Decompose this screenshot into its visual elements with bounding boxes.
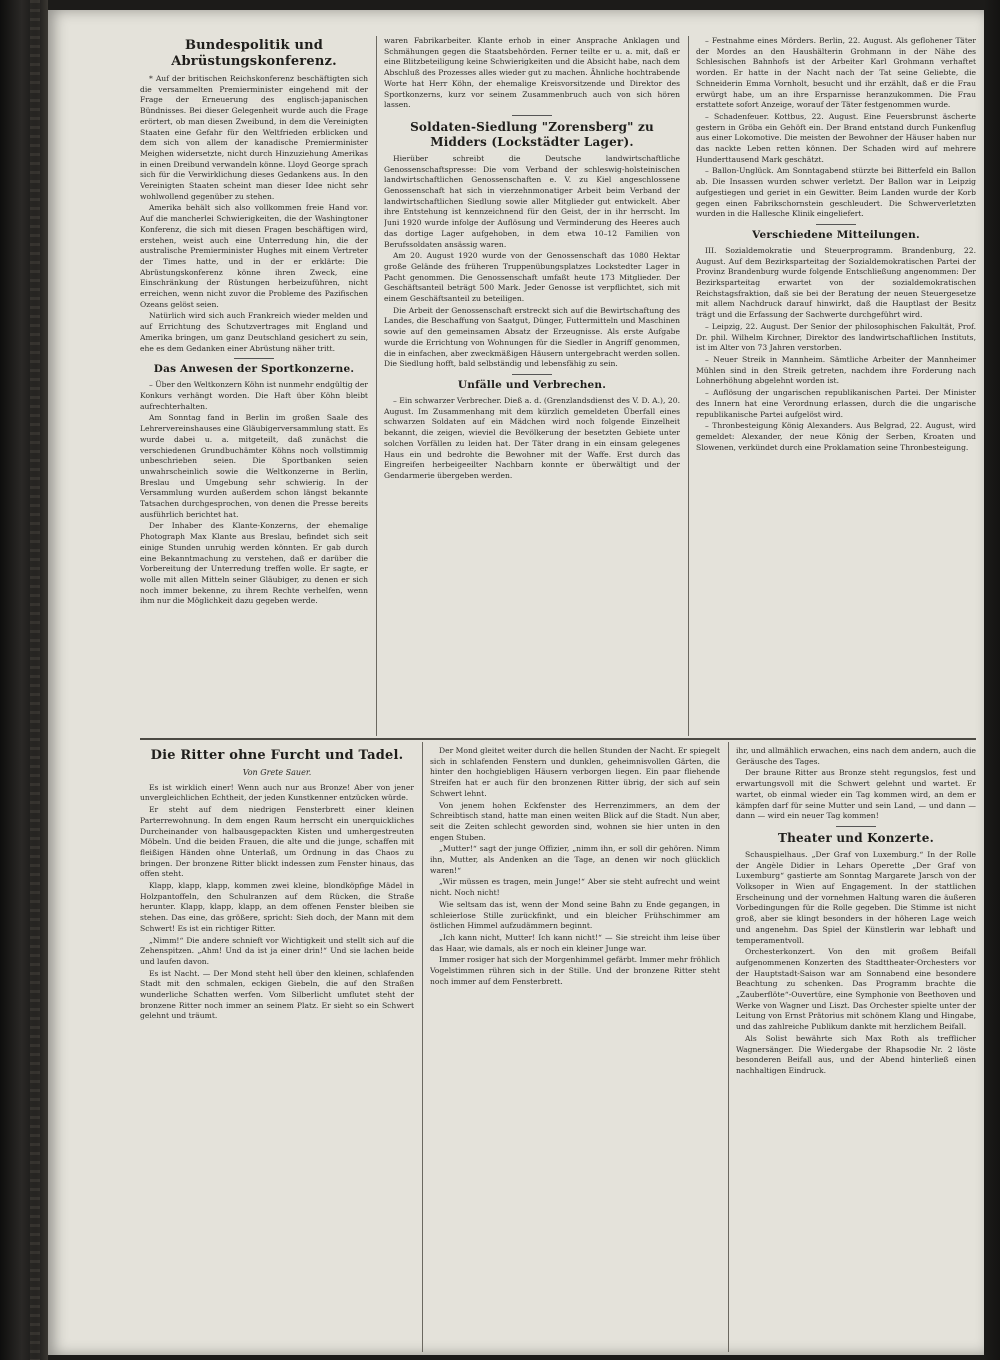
paragraph: „Mutter!“ sagt der junge Offizier, „nimm ihn, er soll dir gehören. Nimm ihn, Mutter, als Andenken an die Tage, an denen wir noch glücklich waren!“ — [430, 844, 720, 875]
article-heading: Theater und Konzerte. — [778, 830, 934, 845]
column-rule — [422, 742, 423, 1352]
article-separator — [234, 358, 274, 359]
feuilleton-column-1 — [140, 746, 414, 1346]
feuilleton-column-2 — [430, 746, 720, 1346]
article-heading: Das Anwesen der Sportkonzerne. — [153, 363, 355, 376]
paragraph: waren Fabrikarbeiter. Klante erhob in einer Ansprache Anklagen und Schmähungen gegen die Staatsbehörden. Ferner teilte er u. a. mit, daß er eine Blitzbeteiligung keine Schwierigkeiten und die Absicht habe, nach dem Abschluß des Prozesses alles wieder gut zu machen. Ähnliche hochtrabende Worte hat Herr Köhn, der ehemalige Kreisvorsitzende und Direktor des Sportkonzerns, kurz vor seinem Zusammenbruch auch von sich hören lassen. — [384, 36, 680, 110]
feuilleton-heading: Die Ritter ohne Furcht und Tadel. — [150, 748, 404, 763]
paragraph: Wie seltsam das ist, wenn der Mond seine Bahn zu Ende gegangen, in schleierlose Stille zurückfinkt, und ein bleicher Frühschimmer am östlichen Himmel aufzudämmern beginnt. — [430, 899, 720, 931]
page-edge-shadow — [984, 0, 1000, 1360]
paragraph: Der braune Ritter aus Bronze steht regungslos, fest und erwartungsvoll mit die Schwert gelehnt und wartet. Er wartet, ob einmal wieder ein Tag kommen wird, an dem er kämpfen darf für seine Mutter und sein Land, — und dann — dann — wird ein neuer Tag kommen! — [736, 768, 976, 821]
paragraph: Immer rosiger hat sich der Morgenhimmel gefärbt. Immer mehr fröhlich Vogelstimmen rühren sich in der Stille. Und der bronzene Ritter steht noch immer auf dem Fensterbrett. — [430, 955, 720, 986]
paragraph: Amerika behält sich also vollkommen freie Hand vor. Auf die mancherlei Schwierigkeiten, die der Washingtoner Konferenz, die sich mit diesen Fragen beschäftigen wird, erstehen, weist auch eine Unterredung hin, die der australische Premierminister Hughes mit einem Vertreter der Times hatte, und in der er erklärte: Die Abrüstungskonferenz könne ihren Zweck, eine Einschränkung der Rüstungen herbeizuführen, nicht erreichen, wenn nicht zuvor die Probleme des Pazifischen Ozeans gelöst seien. — [140, 203, 368, 309]
article-column-2 — [384, 36, 680, 734]
paragraph: Am 20. August 1920 wurde von der Genossenschaft das 1080 Hektar große Gelände des früheren Truppenübungsplatzes Lockstedter Lager in Pacht genommen. Die Genossenschaft umfaßt heute 173 Mitglieder. Der Geschäftsanteil beträgt 500 Mark. Jeder Genosse ist verpflichtet, sich mit einem Geschäftsanteil zu beteiligen. — [384, 251, 680, 304]
article-column-1 — [140, 36, 368, 734]
paragraph: „Ich kann nicht, Mutter! Ich kann nicht!“ — Sie streicht ihm leise über das Haar, wie damals, als er noch ein kleiner Junge war. — [430, 932, 720, 953]
paragraph: Der Inhaber des Klante-Konzerns, der ehemalige Photograph Max Klante aus Breslau, befindet sich seit einige Stunden unruhig werden könnten. Er gab durch eine Bekanntmachung zu verstehen, daß er darüber die Vorbereitung der Unterredung treffen wolle. Er sagte, er wolle mit allen Mitteln seiner Gläubiger, zu denen er sich noch immer bekenne, zu ihrem Rechte verhelfen, wenn ihm nur die Möglichkeit dazu gegeben werde. — [140, 521, 368, 606]
paragraph: Von jenem hohen Eckfenster des Herrenzimmers, an dem der Schreibtisch stand, hatte man einen weiten Blick auf die Stadt. Nun aber, seit die Zeiten schlecht geworden sind, wohnen sie hier unten in den engen Stuben. — [430, 800, 720, 842]
paragraph: – Thronbesteigung König Alexanders. Aus Belgrad, 22. August, wird gemeldet: Alexander, der neue König der Serben, Kroaten und Slowenen, verkündet durch eine Proklamation seine Thronbesteigung. — [696, 421, 976, 452]
paragraph: Natürlich wird sich auch Frankreich wieder melden und auf Errichtung des Schutzvertrages mit England und Amerika bringen, um ganz Deutschland gesichert zu sein, ehe es dem Gedanken einer Abrüstung näher tritt. — [140, 311, 368, 353]
paragraph: Hierüber schreibt die Deutsche landwirtschaftliche Genossenschaftspresse: Die vom Verband der schleswig-holsteinischen landwirtschaftlichen Genossenschaften e. V. zu Kiel angeschlossene Genossenschaft hat sich in vierzehnmonatiger Arbeit beim Verband der landwirtschaftlichen Siedlung sowie aller Mitglieder gut entwickelt. Aber ihre Entstehung ist kennzeichnend für den Geist, der in ihr herrscht. Im Juni 1920 wurde infolge der Auflösung und Verminderung des Heeres auch das dortige Lager aufgehoben, in dem etwa 10–12 Familien von Berufssoldaten ansässig waren. — [384, 153, 680, 249]
paragraph: III. Sozialdemokratie und Steuerprogramm. Brandenburg, 22. August. Auf dem Bezirksparteitag der Sozialdemokratischen Partei der Provinz Brandenburg wurde folgende Entschließung angenommen: Der Bezirksparteitag erwartet von der sozialdemokratischen Reichstagsfraktion, daß sie bei der Beratung der neuen Steuergesetze mit allem Nachdruck darauf hinwirkt, daß die Hauptlast der Besitz trägt und die Erfassung der Sachwerte durchgeführt wird. — [696, 245, 976, 320]
binding-stitching — [30, 0, 40, 1360]
paragraph: Am Sonntag fand in Berlin im großen Saale des Lehrervereinshauses eine Gläubigerversammlung statt. Es wurde dabei u. a. mitgeteilt, daß zunächst die verschiedenen Grundbuchämter Köhns noch vollstimmig unbeschrieben seien. Die Sportbanken seien unwahrscheinlich sowie die Weltkonzerne in Berlin, Breslau und Umgebung sehr schwierig. In der Versammlung wurden außerdem schon längst bekannte Tatsachen durchgesprochen, von denen die Presse bereits ausführlich berichtet hat. — [140, 413, 368, 519]
article-separator — [512, 374, 552, 375]
paragraph: – Neuer Streik in Mannheim. Sämtliche Arbeiter der Mannheimer Mühlen sind in den Streik getreten, nachdem ihre Forderung nach Lohnerhöhung abgelehnt worden ist. — [696, 354, 976, 386]
paragraph: – Ein schwarzer Verbrecher. Dieß a. d. (Grenzlandsdienst des V. D. A.), 20. August. Im Zusammenhang mit dem kürzlich gemeldeten Überfall eines schwarzen Soldaten auf ein Mädchen wird noch folgende Einzelheit bekannt, die zeigen, wieviel die Bevölkerung der besetzten Gebiete unter solchen Vorfällen zu leiden hat. Der Täter drang in ein einsam gelegenes Haus ein und bedrohte die Bewohner mit der Waffe. Erst durch das Eingreifen herbeigeeilter Nachbarn konnte er überwältigt und der Gendarmerie übergeben werden. — [384, 395, 680, 480]
article-heading: Soldaten-Siedlung "Zorensberg" zu Midders (Lockstädter Lager). — [410, 119, 654, 149]
book-binding-edge — [0, 0, 48, 1360]
column-rule — [376, 36, 377, 736]
paragraph: „Nimm!“ Die andere schnieft vor Wichtigkeit und stellt sich auf die Zehenspitzen. „Ahm! Und da ist ja einer drin!“ Und sie lachen beide und laufen davon. — [140, 935, 414, 966]
paragraph: Der Mond gleitet weiter durch die hellen Stunden der Nacht. Er spiegelt sich in schlafenden Fenstern und dunklen, geheimnisvollen Gärten, die hinter den hochgiebligen Häusern verborgen liegen. Ein paar fliehende Streifen hat er auch für den bronzenen Ritter übrig, der sich auf sein Schwert lehnt. — [430, 746, 720, 798]
paragraph: – Ballon-Unglück. Am Sonntagabend stürzte bei Bitterfeld ein Ballon ab. Die Insassen wurden schwer verletzt. Der Ballon war in Leipzig aufgestiegen und geriet in ein Gewitter. Beim Landen wurde der Korb gegen einen Fabrikschornstein geschleudert. Die Schwerverletzten wurden in die Hallesche Klinik eingeliefert. — [696, 166, 976, 219]
paragraph: Er steht auf dem niedrigen Fensterbrett einer kleinen Parterrewohnung. In dem engen Raum herrscht ein unerquickliches Durcheinander von halbausgepackten Kisten und umhergestreuten Möbeln. Und die beiden Frauen, die alte und die junge, schaffen mit fleißigen Händen ohne Unterlaß, um Ordnung in das Chaos zu bringen. Der bronzene Ritter blickt indessen zum Fenster hinaus, das offen steht. — [140, 805, 414, 879]
article-heading: Verschiedene Mitteilungen. — [752, 228, 920, 241]
paragraph: Die Arbeit der Genossenschaft erstreckt sich auf die Bewirtschaftung des Landes, die Beschaffung von Saatgut, Dünger, Futtermitteln und Maschinen sowie auf den gemeinsamen Absatz der Erzeugnisse. Als erste Aufgabe wurde die Errichtung von Wohnungen für die Siedler in Angriff genommen, die in einfachen, aber zweckmäßigen Häusern untergebracht werden sollen. Die Siedlung hofft, bald selbständig und lebensfähig zu sein. — [384, 305, 680, 369]
paragraph: Orchesterkonzert. Von den mit großem Beifall aufgenommenen Konzerten des Stadttheater-Orchesters vor der Hauptstadt-Saison war am Sonnabend eine besondere Beachtung zu schenken. Das Programm brachte die „Zauberflöte“-Ouvertüre, eine Symphonie von Beethoven und Werke von Wagner und Liszt. Das Orchester spielte unter der Leitung von Ernst Prätorius mit schönem Klang und Hingabe, und das zahlreiche Publikum dankte mit herzlichem Beifall. — [736, 947, 976, 1032]
paragraph: – Über den Weltkonzern Köhn ist nunmehr endgültig der Konkurs verhängt worden. Die Haft über Köhn bleibt aufrechterhalten. — [140, 380, 368, 411]
paragraph: Es ist wirklich einer! Wenn auch nur aus Bronze! Aber von jener unvergleichlichen Echtheit, der jeden Kunstkenner entzücken würde. — [140, 782, 414, 803]
paragraph: – Festnahme eines Mörders. Berlin, 22. August. Als geflohener Täter der Mordes an den Haushälterin Grohmann in der Nähe des Schlesischen Bahnhofs ist der Arbeiter Karl Grohmann verhaftet worden. Er hatte in der Nacht nach der Tat seine Geliebte, die Schneiderin Emma Vornholt, besucht und ihr erzählt, daß er die Frau erwürgt habe, um an ihre Ersparnisse heranzukommen. Die Frau erstattete sofort Anzeige, worauf der Täter festgenommen wurde. — [696, 36, 976, 110]
feuilleton-column-3 — [736, 746, 976, 1346]
column-rule — [688, 36, 689, 736]
paragraph: Es ist Nacht. — Der Mond steht hell über den kleinen, schlafenden Stadt mit den schmalen, eckigen Giebeln, die auf den Straßen wunderliche Schatten werfen. Vom Silberlicht umflutet steht der bronzene Ritter noch immer an seinem Platz. Er sieht so ein Schwert gelehnt und träumt. — [140, 968, 414, 1021]
article-separator — [836, 826, 876, 827]
article-separator — [816, 224, 856, 225]
paragraph: – Leipzig, 22. August. Der Senior der philosophischen Fakultät, Prof. Dr. phil. Wilhelm Kirchner, Direktor des landwirtschaftlichen Instituts, ist im Alter von 73 Jahren verstorben. — [696, 321, 976, 353]
article-heading: Unfälle und Verbrechen. — [457, 378, 607, 391]
paragraph: „Wir müssen es tragen, mein Junge!“ Aber sie steht aufrecht und weint nicht. Noch nicht! — [430, 877, 720, 898]
article-separator — [512, 115, 552, 116]
paragraph: * Auf der britischen Reichskonferenz beschäftigten sich die versammelten Premierminister eingehend mit der Frage der Erneuerung des englisch-japanischen Bündnisses. Bei dieser Gelegenheit wurde auch die Frage erörtert, ob man diesen Zweibund, in dem die Vereinigten Staaten eine Gefahr für den Weltfrieden erblicken und dem sich von allem der kanadische Premierminister Meighen widersetzte, nicht durch Hinzuziehung Amerikas in einen Dreibund verwandeln könne. Lloyd George sprach sich für die Verwirklichung dieses Gedankens aus. In den Vereinigten Staaten scheint man dieser Idee nicht sehr wohlwollend gegenüber zu stehen. — [140, 74, 368, 201]
article-heading: Bundespolitik und Abrüstungskonferenz. — [171, 38, 337, 69]
column-rule — [728, 742, 729, 1352]
newspaper-page — [48, 10, 984, 1355]
article-column-3 — [696, 36, 976, 734]
feuilleton-author: Von Grete Sauer. — [242, 768, 312, 777]
paragraph: Schauspielhaus. „Der Graf von Luxemburg.“ In der Rolle der Angèle Didier in Lehars Operette „Der Graf von Luxemburg“ gastierte am Sonntag Margarete Jarsch von der Volksoper in Wien auf Engagement. In der stattlichen Erscheinung und der vornehmen Haltung waren die äußeren Vorbedingungen für die Rolle gegeben. Die Stimme ist nicht groß, aber sie klingt besonders in der höheren Lage weich und angenehm. Das Spiel der Künstlerin war lebhaft und temperamentvoll. — [736, 849, 976, 945]
paragraph: Klapp, klapp, klapp, kommen zwei kleine, blondköpfige Mädel in Holzpantoffeln, den Schulranzen auf dem Rücken, die Straße herunter. Klapp, klapp, klapp, an dem offenen Fenster bleiben sie stehen. Das eine, das größere, spricht: Sieh doch, der Mann mit dem Schwert! Es ist ein richtiger Ritter. — [140, 881, 414, 933]
paragraph: – Schadenfeuer. Kottbus, 22. August. Eine Feuersbrunst äscherte gestern in Gröba ein Gehöft ein. Der Brand entstand durch Funkenflug aus einer Lokomotive. Die meisten der Bewohner der Häuser haben nur das nackte Leben retten können. Der Schaden wird auf mehrere Hunderttausend Mark geschätzt. — [696, 111, 976, 164]
paragraph: ihr, und allmählich erwachen, eins nach dem andern, auch die Geräusche des Tages. — [736, 746, 976, 766]
section-divider — [140, 738, 976, 740]
paragraph: – Auflösung der ungarischen republikanischen Partei. Der Minister des Innern hat eine Verordnung erlassen, durch die die ungarische republikanische Partei aufgelöst wird. — [696, 388, 976, 419]
paragraph: Als Solist bewährte sich Max Roth als trefflicher Wagnersänger. Die Wiedergabe der Rhapsodie Nr. 2 löste besonderen Beifall aus, und der Abend hinterließ einen nachhaltigen Eindruck. — [736, 1033, 976, 1075]
